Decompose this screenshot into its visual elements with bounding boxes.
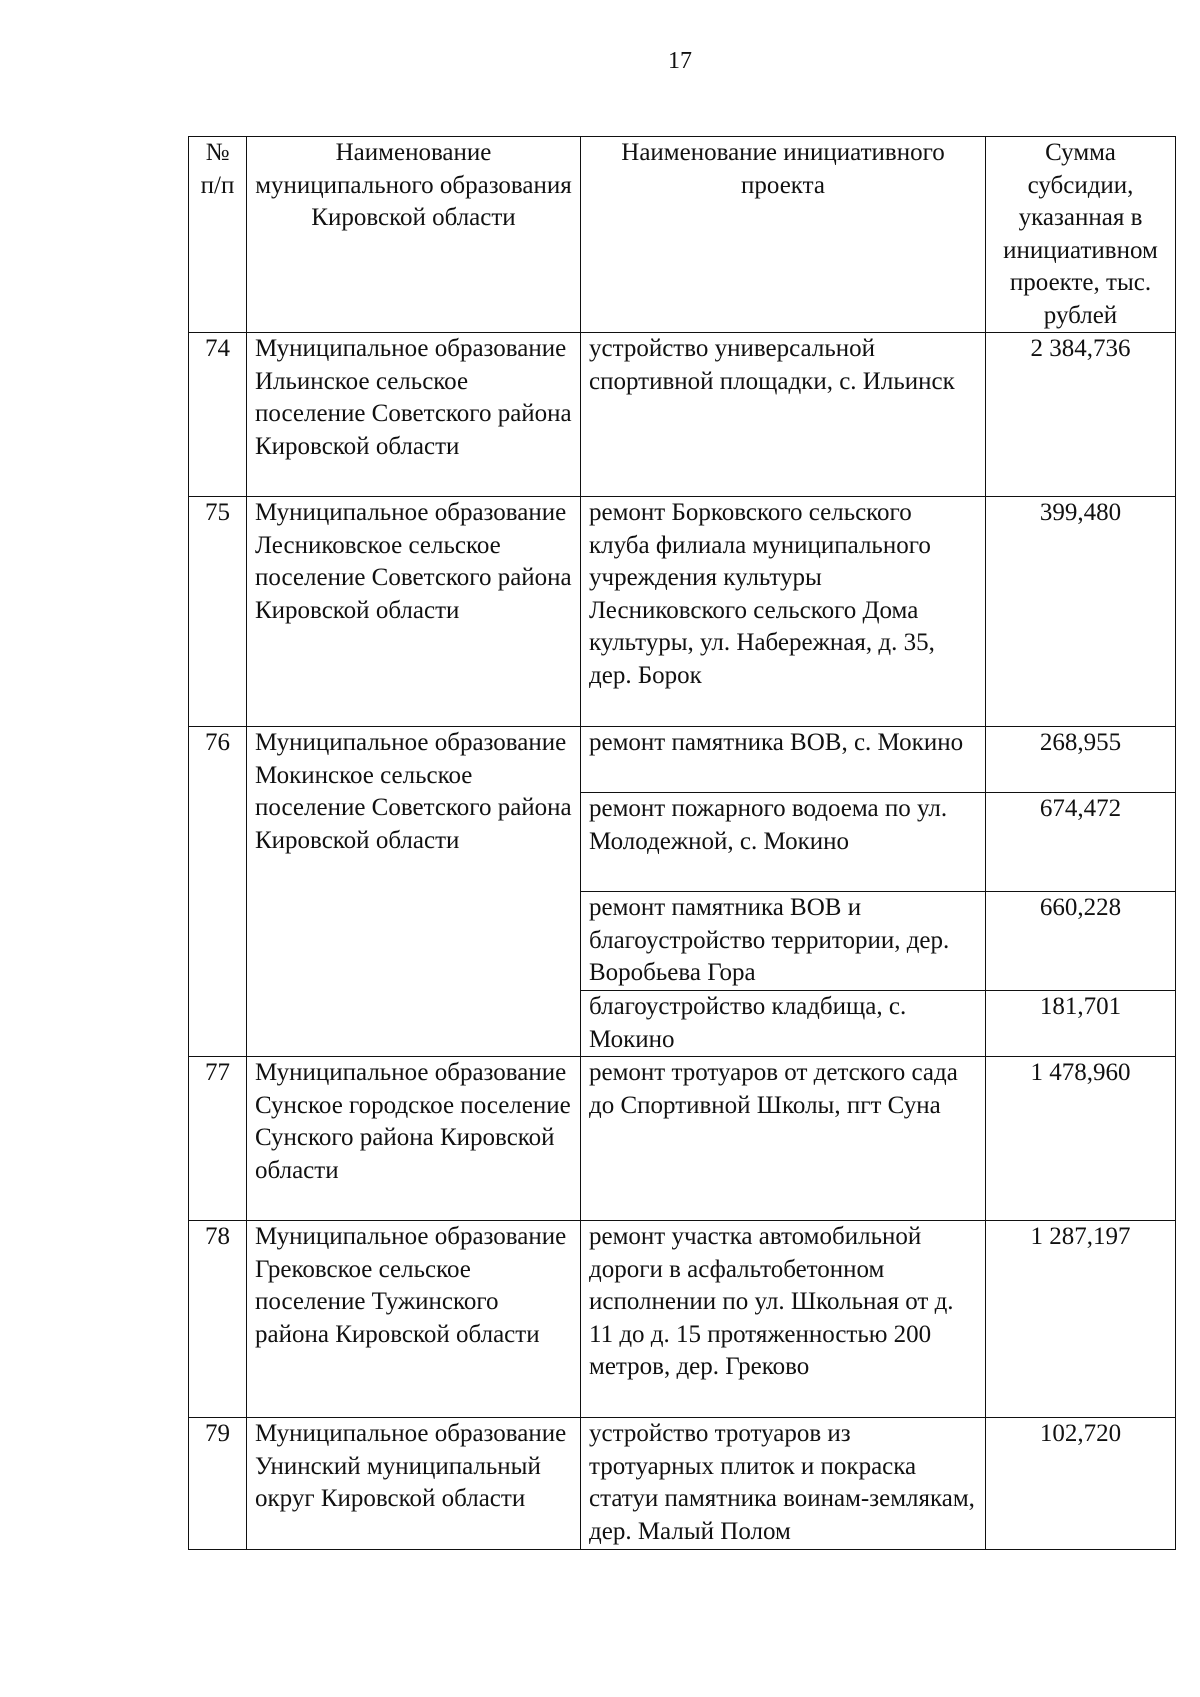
header-subsidy: Сумма субсидии, указанная в инициативном проекте, тыс. рублей [986, 137, 1176, 333]
row-num: 76 [189, 727, 247, 1057]
row-num: 75 [189, 497, 247, 727]
row-num: 79 [189, 1418, 247, 1550]
page-number: 17 [668, 48, 692, 74]
municipality-cell: Муниципальное образование Грековское сельское поселение Тужинского района Кировской области [247, 1221, 581, 1418]
project-cell: ремонт памятника ВОВ и благоустройство территории, дер. Воробьева Гора [581, 892, 986, 991]
subsidy-cell: 674,472 [986, 793, 1176, 892]
subsidy-cell: 181,701 [986, 991, 1176, 1057]
table-row [189, 333, 1176, 497]
municipality-cell: Муниципальное образование Мокинское сельское поселение Советского района Кировской области [247, 727, 581, 1057]
subsidy-cell: 268,955 [986, 727, 1176, 793]
row-num: 74 [189, 333, 247, 497]
row-num: 77 [189, 1057, 247, 1221]
subsidy-cell: 399,480 [986, 497, 1176, 727]
subsidy-cell: 1 287,197 [986, 1221, 1176, 1418]
project-cell: ремонт памятника ВОВ, с. Мокино [581, 727, 986, 793]
subsidy-cell: 102,720 [986, 1418, 1176, 1550]
row-num: 78 [189, 1221, 247, 1418]
table-row [189, 1221, 1176, 1418]
project-cell: ремонт Борковского сельского клуба филиала муниципального учреждения культуры Лесниковского сельского Дома культуры, ул. Набережная, д. 35, дер. Борок [581, 497, 986, 727]
table-row [189, 727, 1176, 793]
subsidy-cell: 2 384,736 [986, 333, 1176, 497]
table-row [189, 1057, 1176, 1221]
municipality-cell: Муниципальное образование Лесниковское сельское поселение Советского района Кировской области [247, 497, 581, 727]
municipality-cell: Муниципальное образование Сунское городское поселение Сунского района Кировской области [247, 1057, 581, 1221]
project-cell: ремонт тротуаров от детского сада до Спортивной Школы, пгт Суна [581, 1057, 986, 1221]
subsidy-cell: 660,228 [986, 892, 1176, 991]
project-cell: устройство тротуаров из тротуарных плиток и покраска статуи памятника воинам-землякам, дер. Малый Полом [581, 1418, 986, 1550]
header-num: № п/п [189, 137, 247, 333]
table-row [189, 497, 1176, 727]
project-cell: устройство универсальной спортивной площадки, с. Ильинск [581, 333, 986, 497]
table-header-row [189, 137, 1176, 333]
header-project: Наименование инициативного проекта [581, 137, 986, 333]
subsidy-cell: 1 478,960 [986, 1057, 1176, 1221]
project-cell: ремонт пожарного водоема по ул. Молодежной, с. Мокино [581, 793, 986, 892]
header-municipality: Наименование муниципального образования Кировской области [247, 137, 581, 333]
table-row [189, 1418, 1176, 1550]
subsidy-table [188, 136, 1176, 1550]
project-cell: ремонт участка автомобильной дороги в асфальтобетонном исполнении по ул. Школьная от д. 11 до д. 15 протяженностью 200 метров, дер. Греково [581, 1221, 986, 1418]
municipality-cell: Муниципальное образование Ильинское сельское поселение Советского района Кировской области [247, 333, 581, 497]
municipality-cell: Муниципальное образование Унинский муниципальный округ Кировской области [247, 1418, 581, 1550]
project-cell: благоустройство кладбища, с. Мокино [581, 991, 986, 1057]
